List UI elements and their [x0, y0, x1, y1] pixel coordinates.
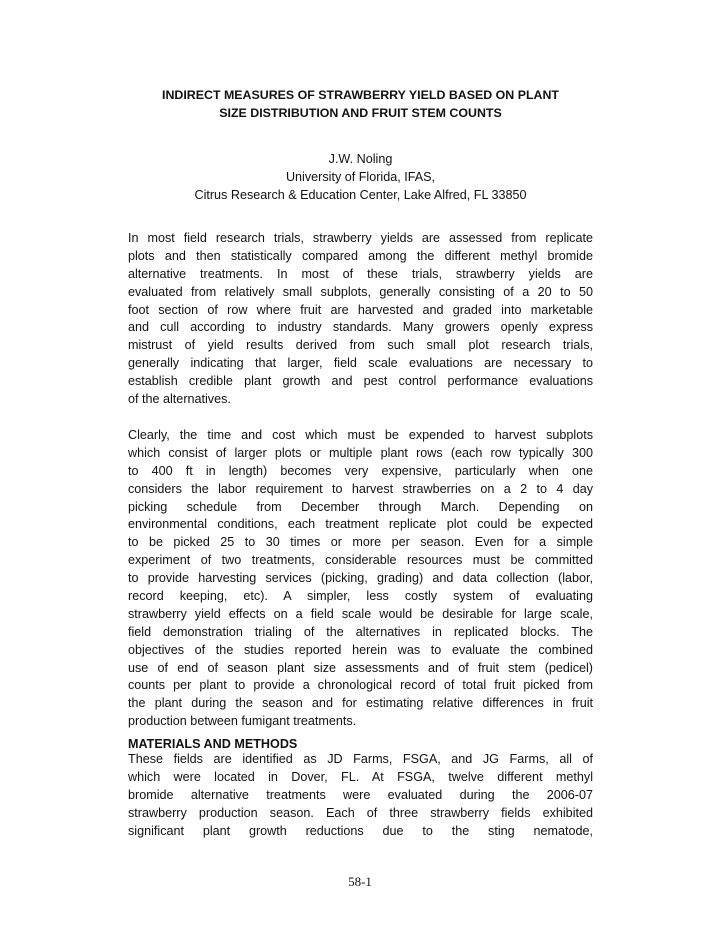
title-line-2: SIZE DISTRIBUTION AND FRUIT STEM COUNTS	[219, 106, 502, 120]
paragraph-line: evaluated from relatively small subplots, generally consisting of a 20 to 50	[128, 284, 593, 299]
paragraph-line: objectives of the studies reported herein was to evaluate the combined	[128, 642, 593, 657]
paragraph-line: considers the labor requirement to harvest strawberries on a 2 to 4 day	[128, 481, 593, 496]
paragraph-line: counts per plant to provide a chronological record of total fruit picked from	[128, 678, 593, 693]
objectives-paragraph	[128, 427, 593, 731]
paragraph-line: generally indicating that larger, field scale evaluations are necessary to	[128, 356, 593, 371]
paragraph-line: use of end of season plant size assessments and of fruit stem (pedicel)	[128, 660, 593, 675]
paper-title	[128, 86, 593, 122]
paragraph-line: which were located in Dover, FL. At FSGA, twelve different methyl	[128, 769, 593, 784]
paragraph-line: foot section of row where fruit are harvested and graded into marketable	[128, 302, 593, 317]
paragraph-line: These fields are identified as JD Farms, FSGA, and JG Farms, all of	[128, 752, 593, 766]
paragraph-line: record keeping, etc). A simpler, less costly system of evaluating	[128, 589, 593, 604]
paragraph-line: production between fumigant treatments.	[128, 714, 357, 729]
paragraph-line: field demonstration trialing of the alternatives in replicated blocks. The	[128, 624, 593, 639]
section-heading: MATERIALS AND METHODS	[128, 737, 298, 751]
paragraph-line: mistrust of yield results derived from such small plot research trials,	[128, 338, 593, 353]
paragraph-line: establish credible plant growth and pest control performance evaluations	[128, 374, 593, 389]
author-name: J.W. Noling	[328, 152, 393, 166]
author-address: Citrus Research & Education Center, Lake Alfred, FL 33850	[194, 188, 527, 202]
paragraph-line: to 400 ft in length) becomes very expensive, particularly when one	[128, 463, 593, 478]
paragraph-line: In most field research trials, strawberry yields are assessed from replicate	[128, 231, 593, 245]
paragraph-line: strawberry yield effects on a field scale would be desirable for large scale,	[128, 606, 593, 621]
paragraph-line: Clearly, the time and cost which must be expended to harvest subplots	[128, 428, 593, 442]
intro-paragraph	[128, 230, 593, 409]
paragraph-line: to be picked 25 to 30 times or more per season. Even for a simple	[128, 535, 593, 550]
paragraph-line: the plant during the season and for estimating relative differences in fruit	[128, 696, 593, 711]
paragraph-line: bromide alternative treatments were evaluated during the 2006-07	[128, 787, 593, 802]
page-number: 58-1	[348, 874, 372, 889]
author-block	[128, 150, 593, 204]
author-affiliation: University of Florida, IFAS,	[285, 170, 436, 184]
paragraph-line: to provide harvesting services (picking, grading) and data collection (labor,	[128, 571, 593, 586]
methods-paragraph	[128, 751, 593, 840]
paragraph-line: plots and then statistically compared among the different methyl bromide	[128, 248, 593, 263]
paragraph-line: alternative treatments. In most of these trials, strawberry yields are	[128, 266, 593, 281]
paragraph-line: environmental conditions, each treatment replicate plot could be expected	[128, 517, 593, 532]
paragraph-line: experiment of two treatments, considerable resources must be committed	[128, 553, 593, 568]
paragraph-line: strawberry production season. Each of three strawberry fields exhibited	[128, 805, 593, 820]
paragraph-line: which consist of larger plots or multiple plant rows (each row typically 300	[128, 445, 593, 460]
paragraph-line: and cull according to industry standards. Many growers openly express	[128, 320, 593, 335]
paragraph-line: of the alternatives.	[128, 392, 231, 407]
paragraph-line: picking schedule from December through March. Depending on	[128, 499, 593, 514]
title-line-1: INDIRECT MEASURES OF STRAWBERRY YIELD BASED ON PLANT	[162, 88, 559, 102]
paragraph-line: significant plant growth reductions due to the sting nematode,	[128, 823, 593, 838]
